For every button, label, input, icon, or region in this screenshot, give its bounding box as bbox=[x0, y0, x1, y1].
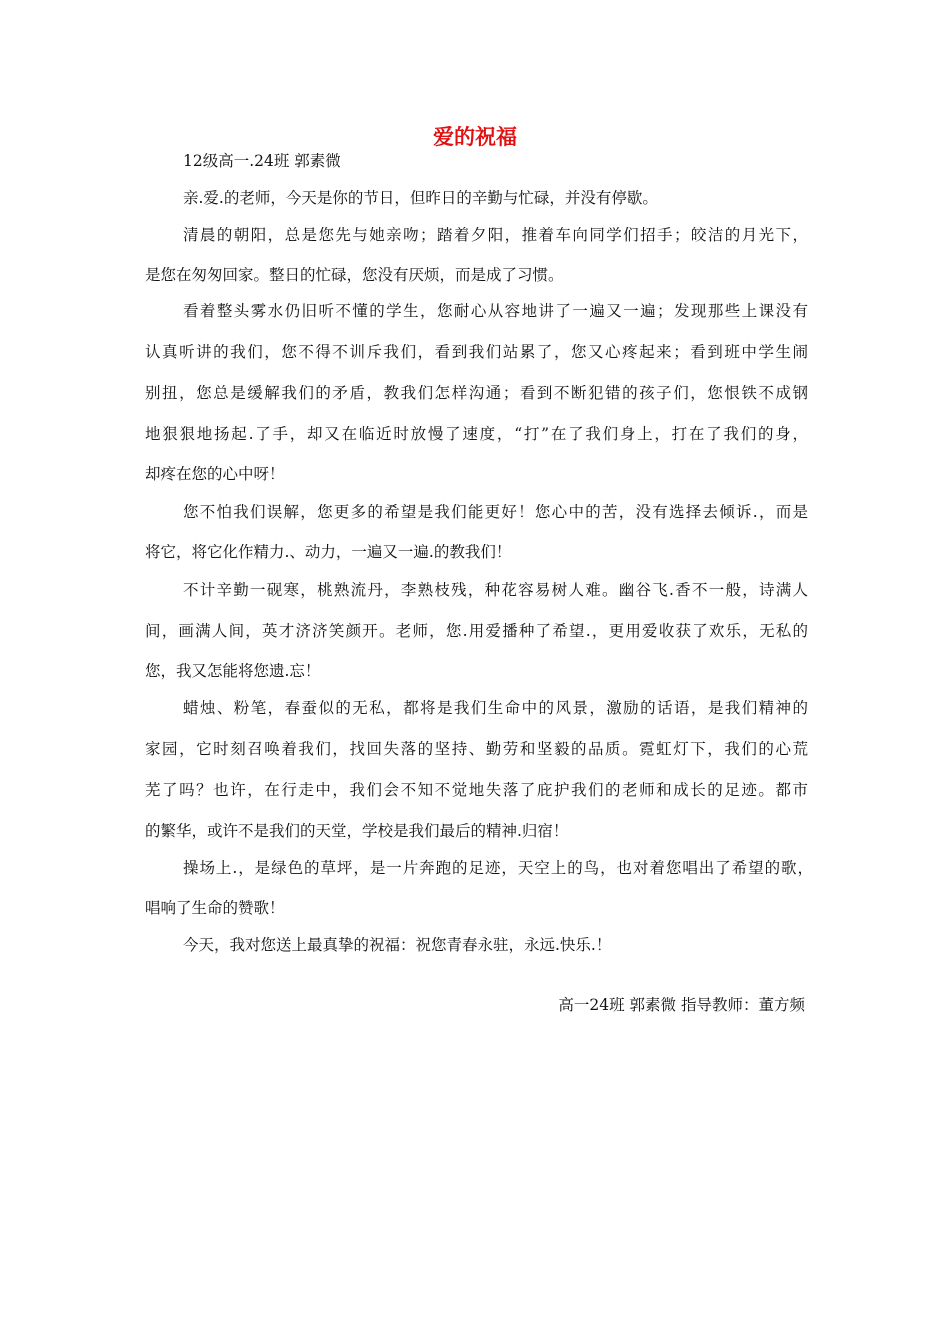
paragraph-line: 家园，它时刻召唤着我们，找回失落的坚持、勤劳和坚毅的品质。霓虹灯下，我们的心荒 bbox=[145, 740, 808, 758]
paragraph-line: 蜡烛、粉笔，春蚕似的无私，都将是我们生命中的风景，激励的话语，是我们精神的 bbox=[183, 699, 808, 717]
paragraph-line: 唱响了生命的赞歌！ bbox=[145, 899, 285, 917]
paragraph-line: 将它，将它化作精力.、动力，一遍又一遍.的教我们！ bbox=[145, 543, 512, 561]
paragraph-line: 清晨的朝阳，总是您先与她亲吻；踏着夕阳，推着车向同学们招手；皎洁的月光下， bbox=[183, 226, 808, 244]
paragraph-line: 看着整头雾水仍旧听不懂的学生，您耐心从容地讲了一遍又一遍；发现那些上课没有 bbox=[183, 302, 808, 320]
author-byline: 12级高一.24班 郭素微 bbox=[183, 152, 341, 170]
paragraph-line: 您不怕我们误解，您更多的希望是我们能更好！您心中的苦，没有选择去倾诉.，而是 bbox=[183, 503, 808, 521]
document-title: 爱的祝福 bbox=[433, 125, 517, 149]
paragraph-line: 亲.爱.的老师，今天是你的节日，但昨日的辛勤与忙碌，并没有停歇。 bbox=[183, 189, 658, 207]
paragraph-line: 认真听讲的我们，您不得不训斥我们，看到我们站累了，您又心疼起来；看到班中学生闹 bbox=[145, 343, 808, 361]
paragraph-line: 地狠狠地扬起.了手，却又在临近时放慢了速度，“打”在了我们身上，打在了我们的身， bbox=[145, 425, 808, 443]
paragraph-line: 操场上.，是绿色的草坪，是一片奔跑的足迹，天空上的鸟，也对着您唱出了希望的歌， bbox=[183, 859, 813, 877]
paragraph-line: 今天，我对您送上最真挚的祝福：祝您青春永驻，永远.快乐.！ bbox=[183, 936, 612, 954]
paragraph-line: 不计辛勤一砚寒，桃熟流丹，李熟枝残，种花容易树人难。幽谷飞.香不一般，诗满人 bbox=[183, 581, 808, 599]
paragraph-line: 间，画满人间，英才济济笑颜开。老师，您.用爱播种了希望.，更用爱收获了欢乐，无私的 bbox=[145, 622, 808, 640]
paragraph-line: 您，我又怎能将您遗.忘！ bbox=[145, 662, 321, 680]
paragraph-line: 却疼在您的心中呀！ bbox=[145, 465, 285, 483]
paragraph-line: 的繁华，或许不是我们的天堂，学校是我们最后的精神.归宿！ bbox=[145, 822, 569, 840]
signature-footer: 高一24班 郭素微 指导教师：董方频 bbox=[558, 996, 805, 1014]
paragraph-line: 芜了吗？也许，在行走中，我们会不知不觉地失落了庇护我们的老师和成长的足迹。都市 bbox=[145, 781, 808, 799]
paragraph-line: 别扭，您总是缓解我们的矛盾，教我们怎样沟通；看到不断犯错的孩子们，您恨铁不成钢 bbox=[145, 384, 808, 402]
paragraph-line: 是您在匆匆回家。整日的忙碌，您没有厌烦，而是成了习惯。 bbox=[145, 266, 564, 284]
